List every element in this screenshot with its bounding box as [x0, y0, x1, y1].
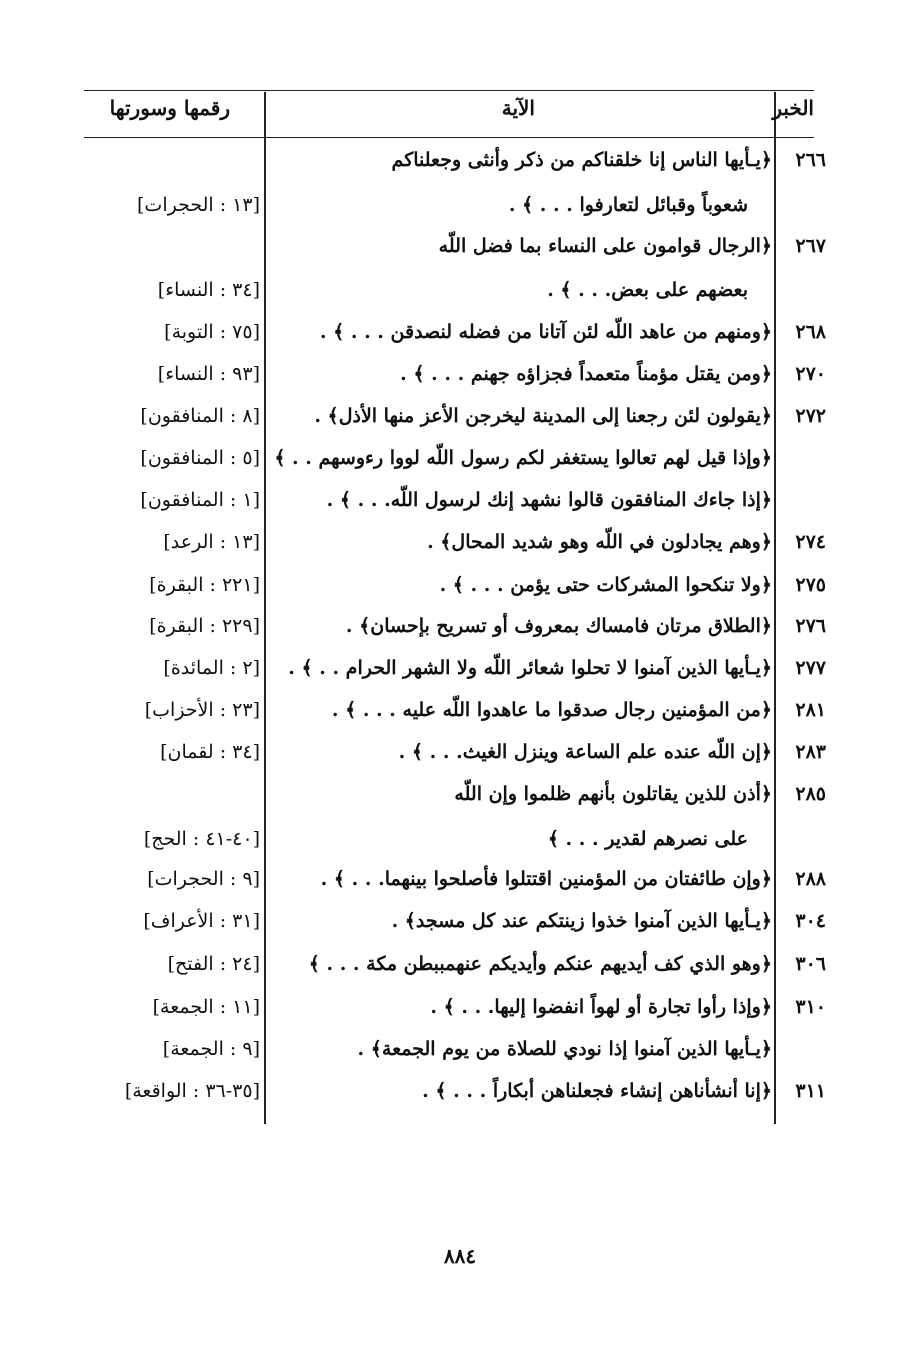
table-row: [0, 910, 920, 946]
verse-text: ﴿ومنهم من عاهد اللّه لئن آتانا من فضله لنصدقن . . . ﴾ .: [319, 321, 772, 343]
khabar-number: ٢٨٨: [795, 868, 826, 890]
table-row: [0, 657, 920, 693]
verse-text: ﴿الرجال قوامون على النساء بما فضل اللّه: [438, 235, 772, 257]
khabar-number: ٣٠٤: [795, 910, 826, 932]
verse-text: ﴿يـأيها الذين آمنوا خذوا زينتكم عند كل مسجد﴾ .: [391, 910, 772, 932]
verse-text: ﴿الطلاق مرتان فامساك بمعروف أو تسريح بإحسان﴾ .: [345, 615, 772, 637]
surah-reference: [٩ : الجمعة]: [162, 1038, 260, 1060]
khabar-number: ٣١٠: [795, 996, 826, 1018]
surah-reference: [٢٢١ : البقرة]: [149, 574, 260, 596]
khabar-number: ٢٧٤: [795, 531, 826, 553]
table-row: [0, 868, 920, 904]
verse-text: ﴿وإذا رأوا تجارة أو لهواً انفضوا إليها. . . ﴾ .: [430, 996, 772, 1018]
verse-text: ﴿يـأيها الذين آمنوا إذا نودي للصلاة من يوم الجمعة﴾ .: [357, 1038, 772, 1060]
table-row: [0, 405, 920, 441]
table-row: [0, 615, 920, 651]
khabar-number: ٢٨٥: [795, 783, 826, 805]
khabar-number: ٢٨١: [795, 699, 826, 721]
table-row: [0, 1080, 920, 1116]
surah-reference: [١٣ : الرعد]: [163, 531, 260, 553]
khabar-number: ٢٧٦: [795, 615, 826, 637]
table-row: [0, 1038, 920, 1074]
verse-text: ﴿وإذا قيل لهم تعالوا يستغفر لكم رسول اللّه لووا رءوسهم . . ﴾: [274, 447, 772, 469]
surah-reference: [٨ : المنافقون]: [140, 405, 260, 427]
khabar-number: ٢٧٠: [795, 363, 826, 385]
table-row: [0, 149, 920, 185]
surah-reference: [١٣ : الحجرات]: [137, 194, 260, 216]
table-row: [0, 783, 920, 819]
table-row: [0, 531, 920, 567]
table-row: [0, 194, 920, 230]
verse-text: على نصرهم لقدير . . . ﴾: [547, 828, 748, 850]
header-surah: رقمها وسورتها: [109, 96, 230, 120]
table-row: [0, 741, 920, 777]
header-khabar: الخبر: [772, 96, 814, 120]
verse-text: ﴿أذن للذين يقاتلون بأنهم ظلموا وإن اللّه: [454, 783, 772, 805]
verse-text: ﴿ولا تنكحوا المشركات حتى يؤمن . . . ﴾ .: [439, 574, 772, 596]
surah-reference: [٣٥-٣٦ : الواقعة]: [124, 1080, 260, 1102]
surah-reference: [٣٤ : النساء]: [157, 279, 260, 301]
table-row: [0, 574, 920, 610]
table-row: [0, 699, 920, 735]
table-row: [0, 363, 920, 399]
surah-reference: [٢٣ : الأحزاب]: [144, 699, 260, 721]
surah-reference: [٢٤ : الفتح]: [167, 953, 260, 975]
surah-reference: [٢ : المائدة]: [163, 657, 260, 679]
verse-text: ﴿إنا أنشأناهن إنشاء فجعلناهن أبكاراً . . . ﴾ .: [422, 1080, 772, 1102]
surah-reference: [٢٢٩ : البقرة]: [149, 615, 260, 637]
surah-reference: [١١ : الجمعة]: [152, 996, 260, 1018]
surah-reference: [١ : المنافقون]: [140, 489, 260, 511]
khabar-number: ٢٧٥: [795, 574, 826, 596]
khabar-number: ٣٠٦: [795, 953, 826, 975]
table-row: [0, 996, 920, 1032]
table-row: [0, 321, 920, 357]
verse-text: بعضهم على بعض. . . ﴾ .: [547, 279, 748, 301]
verse-text: ﴿إذا جاءك المنافقون قالوا نشهد إنك لرسول اللّه. . . ﴾ .: [326, 489, 772, 511]
table-row: [0, 447, 920, 483]
khabar-number: ٢٧٧: [795, 657, 826, 679]
khabar-number: ٣١١: [795, 1080, 826, 1102]
table-top-rule: [84, 90, 814, 91]
table-row: [0, 828, 920, 864]
table-row: [0, 235, 920, 271]
surah-reference: [٤٠-٤١ : الحج]: [143, 828, 260, 850]
surah-reference: [٩ : الحجرات]: [147, 868, 260, 890]
khabar-number: ٢٦٦: [795, 149, 826, 171]
surah-reference: [٥ : المنافقون]: [140, 447, 260, 469]
verse-text: ﴿وهو الذي كف أيديهم عنكم وأيديكم عنهمببطن مكة . . . ﴾: [308, 953, 772, 975]
verse-text: ﴿إن اللّه عنده علم الساعة وينزل الغيث. . . ﴾ .: [398, 741, 772, 763]
header-bottom-rule: [84, 137, 814, 138]
verse-text: ﴿يـأيها الناس إنا خلقناكم من ذكر وأنثى وجعلناكم: [391, 149, 772, 171]
surah-reference: [٣١ : الأعراف]: [143, 910, 260, 932]
table-row: [0, 279, 920, 315]
verse-text: ﴿وهم يجادلون في اللّه وهو شديد المحال﴾ .: [427, 531, 772, 553]
verse-text: ﴿من المؤمنين رجال صدقوا ما عاهدوا اللّه عليه . . . ﴾ .: [331, 699, 772, 721]
khabar-number: ٢٦٧: [795, 235, 826, 257]
khabar-number: ٢٨٣: [795, 741, 826, 763]
page-number: ٨٨٤: [443, 1244, 477, 1268]
surah-reference: [٧٥ : التوبة]: [164, 321, 260, 343]
khabar-number: ٢٦٨: [795, 321, 826, 343]
verse-text: ﴿وإن طائفتان من المؤمنين اقتتلوا فأصلحوا بينهما. . . ﴾ .: [320, 868, 772, 890]
table-row: [0, 489, 920, 525]
header-aya: الآية: [501, 96, 535, 120]
verse-text: ﴿يـأيها الذين آمنوا لا تحلوا شعائر اللّه ولا الشهر الحرام . . ﴾ .: [288, 657, 772, 679]
verse-text: ﴿يقولون لئن رجعنا إلى المدينة ليخرجن الأعز منها الأذل﴾ .: [314, 405, 772, 427]
verse-text: ﴿ومن يقتل مؤمناً متعمداً فجزاؤه جهنم . . . ﴾ .: [400, 363, 772, 385]
khabar-number: ٢٧٢: [795, 405, 826, 427]
table-row: [0, 953, 920, 989]
surah-reference: [٣٤ : لقمان]: [160, 741, 260, 763]
verse-text: شعوباً وقبائل لتعارفوا . . . ﴾ .: [508, 194, 748, 216]
surah-reference: [٩٣ : النساء]: [157, 363, 260, 385]
